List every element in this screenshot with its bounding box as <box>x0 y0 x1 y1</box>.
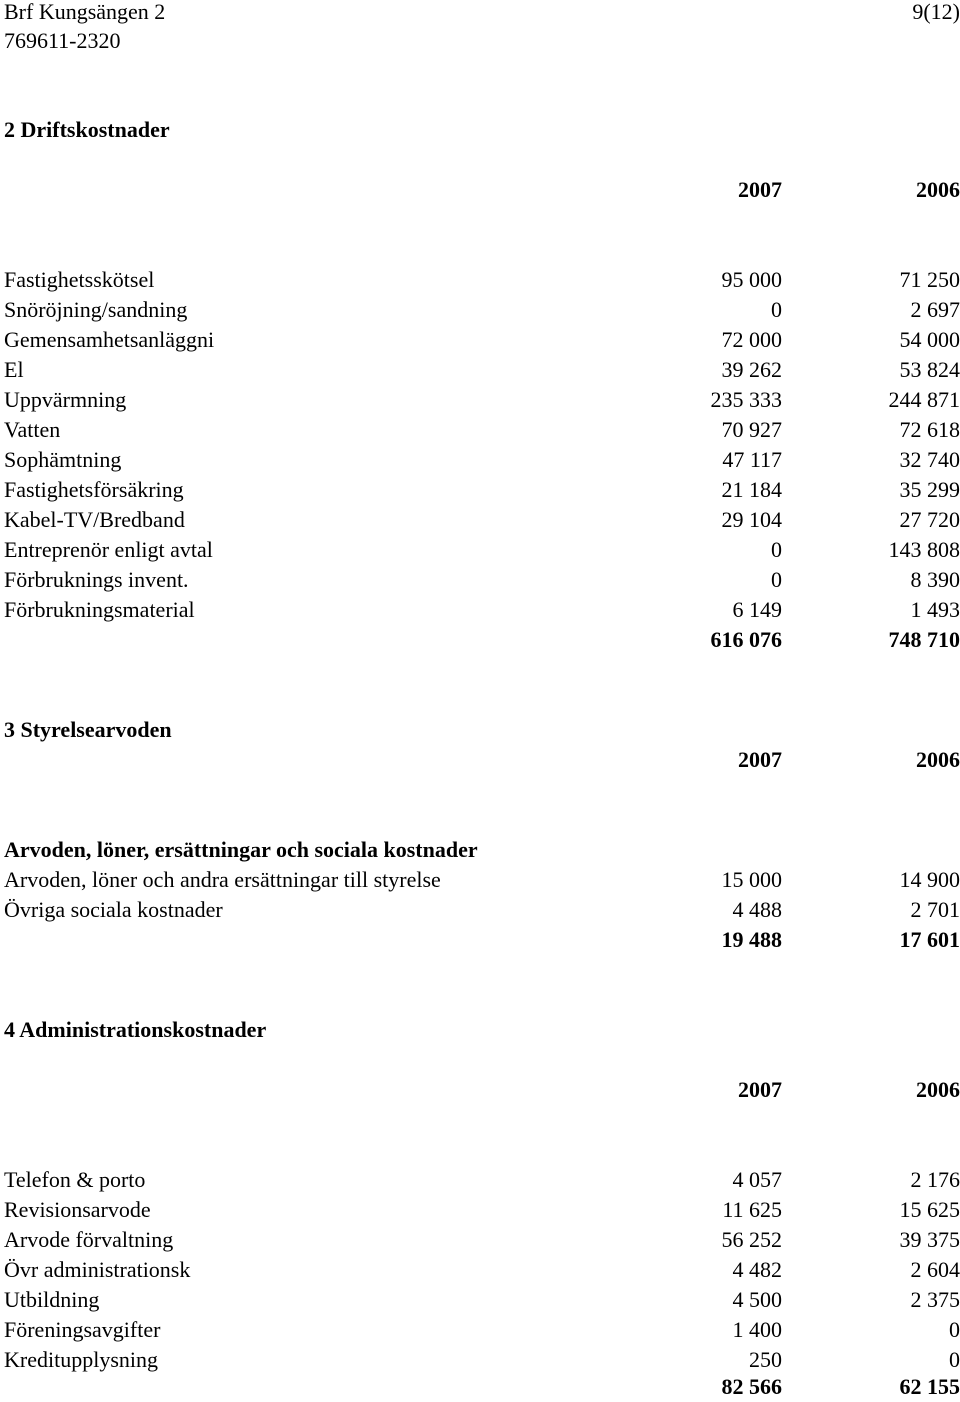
note2-title: 2 Driftskostnader <box>4 117 170 142</box>
row-label: Utbildning <box>4 1287 100 1312</box>
value-2007: 250 <box>749 1347 782 1372</box>
row-label: Förbruknings invent. <box>4 567 189 592</box>
row-label: Arvoden, löner och andra ersättningar till styrelse <box>4 867 441 892</box>
col-2006-header: 2006 <box>916 177 960 202</box>
value-2007: 70 927 <box>721 417 782 442</box>
org-number-line <box>4 26 960 56</box>
table-row <box>4 505 960 535</box>
row-label: Övr administrationsk <box>4 1257 191 1282</box>
value-2006: 1 493 <box>910 597 960 622</box>
table-row <box>4 325 960 355</box>
table-row <box>4 1195 960 1225</box>
value-2007: 95 000 <box>721 267 782 292</box>
note2-column-headers <box>4 175 960 205</box>
note4-column-headers <box>4 1075 960 1105</box>
value-2006: 53 824 <box>899 357 960 382</box>
value-2006: 54 000 <box>899 327 960 352</box>
value-2007: 0 <box>771 297 782 322</box>
note3-title: 3 Styrelsearvoden <box>4 717 172 742</box>
total-2006: 748 710 <box>888 627 960 652</box>
row-label: Vatten <box>4 417 61 442</box>
total-2007: 616 076 <box>710 627 782 652</box>
value-2007: 6 149 <box>732 597 782 622</box>
value-2006: 143 808 <box>888 537 960 562</box>
col-2006-header: 2006 <box>916 1077 960 1102</box>
row-label: Övriga sociala kostnader <box>4 897 223 922</box>
row-label: Revisionsarvode <box>4 1197 151 1222</box>
table-row <box>4 595 960 625</box>
value-2007: 0 <box>771 567 782 592</box>
org-name: Brf Kungsängen 2 <box>4 0 166 24</box>
value-2007: 72 000 <box>721 327 782 352</box>
value-2007: 235 333 <box>710 387 782 412</box>
row-label: Fastighetsförsäkring <box>4 477 184 502</box>
note3-subheading: Arvoden, löner, ersättningar och sociala kostnader <box>4 837 478 862</box>
table-row <box>4 415 960 445</box>
row-label: Uppvärmning <box>4 387 127 412</box>
col-2007-header: 2007 <box>738 177 782 202</box>
value-2007: 56 252 <box>721 1227 782 1252</box>
row-label: Snöröjning/sandning <box>4 297 188 322</box>
value-2007: 11 625 <box>722 1197 782 1222</box>
page-number: 9(12) <box>912 0 960 24</box>
table-row <box>4 565 960 595</box>
total-2006: 17 601 <box>899 927 960 952</box>
value-2007: 0 <box>771 537 782 562</box>
row-label: Entreprenör enligt avtal <box>4 537 213 562</box>
row-label: Gemensamhetsanläggni <box>4 327 215 352</box>
value-2007: 21 184 <box>721 477 782 502</box>
value-2007: 4 482 <box>732 1257 782 1282</box>
value-2007: 4 488 <box>732 897 782 922</box>
note4-title: 4 Administrationskostnader <box>4 1017 267 1042</box>
row-label: Kabel-TV/Bredband <box>4 507 185 532</box>
value-2006: 39 375 <box>899 1227 960 1252</box>
row-label: El <box>4 357 24 382</box>
value-2006: 8 390 <box>910 567 960 592</box>
table-row <box>4 475 960 505</box>
table-row <box>4 535 960 565</box>
table-row <box>4 265 960 295</box>
row-label: Fastighetsskötsel <box>4 267 155 292</box>
row-label: Arvode förvaltning <box>4 1227 174 1252</box>
note2-total-row <box>4 625 960 655</box>
table-row <box>4 445 960 475</box>
page-header <box>4 0 960 27</box>
value-2007: 1 400 <box>732 1317 782 1342</box>
value-2006: 35 299 <box>899 477 960 502</box>
col-2007-header: 2007 <box>738 1077 782 1102</box>
table-row <box>4 1315 960 1345</box>
value-2006: 0 <box>949 1317 960 1342</box>
table-row <box>4 1285 960 1315</box>
row-label: Sophämtning <box>4 447 122 472</box>
note3-column-headers <box>4 745 960 775</box>
value-2007: 4 500 <box>732 1287 782 1312</box>
col-2007-header: 2007 <box>738 747 782 772</box>
table-row <box>4 1225 960 1255</box>
table-row <box>4 1255 960 1285</box>
table-row <box>4 1345 960 1375</box>
row-label: Föreningsavgifter <box>4 1317 161 1342</box>
table-row <box>4 295 960 325</box>
value-2006: 15 625 <box>899 1197 960 1222</box>
total-2007: 82 566 <box>721 1374 782 1399</box>
value-2006: 244 871 <box>888 387 960 412</box>
value-2006: 72 618 <box>899 417 960 442</box>
org-number: 769611-2320 <box>4 28 121 53</box>
value-2006: 0 <box>949 1347 960 1372</box>
table-row <box>4 1165 960 1195</box>
table-row <box>4 865 960 895</box>
table-row <box>4 385 960 415</box>
value-2006: 2 604 <box>910 1257 960 1282</box>
value-2006: 71 250 <box>899 267 960 292</box>
value-2007: 47 117 <box>722 447 782 472</box>
value-2007: 39 262 <box>721 357 782 382</box>
value-2007: 4 057 <box>732 1167 782 1192</box>
total-2006: 62 155 <box>899 1374 960 1399</box>
note3-total-row <box>4 925 960 955</box>
value-2006: 27 720 <box>899 507 960 532</box>
value-2006: 2 701 <box>910 897 960 922</box>
value-2006: 14 900 <box>899 867 960 892</box>
value-2006: 2 375 <box>910 1287 960 1312</box>
value-2007: 15 000 <box>721 867 782 892</box>
row-label: Telefon & porto <box>4 1167 146 1192</box>
value-2006: 32 740 <box>899 447 960 472</box>
table-row <box>4 355 960 385</box>
value-2006: 2 697 <box>910 297 960 322</box>
value-2006: 2 176 <box>910 1167 960 1192</box>
value-2007: 29 104 <box>721 507 782 532</box>
col-2006-header: 2006 <box>916 747 960 772</box>
row-label: Kreditupplysning <box>4 1347 158 1372</box>
note4-total-row <box>4 1372 960 1402</box>
table-row <box>4 895 960 925</box>
row-label: Förbrukningsmaterial <box>4 597 195 622</box>
total-2007: 19 488 <box>721 927 782 952</box>
